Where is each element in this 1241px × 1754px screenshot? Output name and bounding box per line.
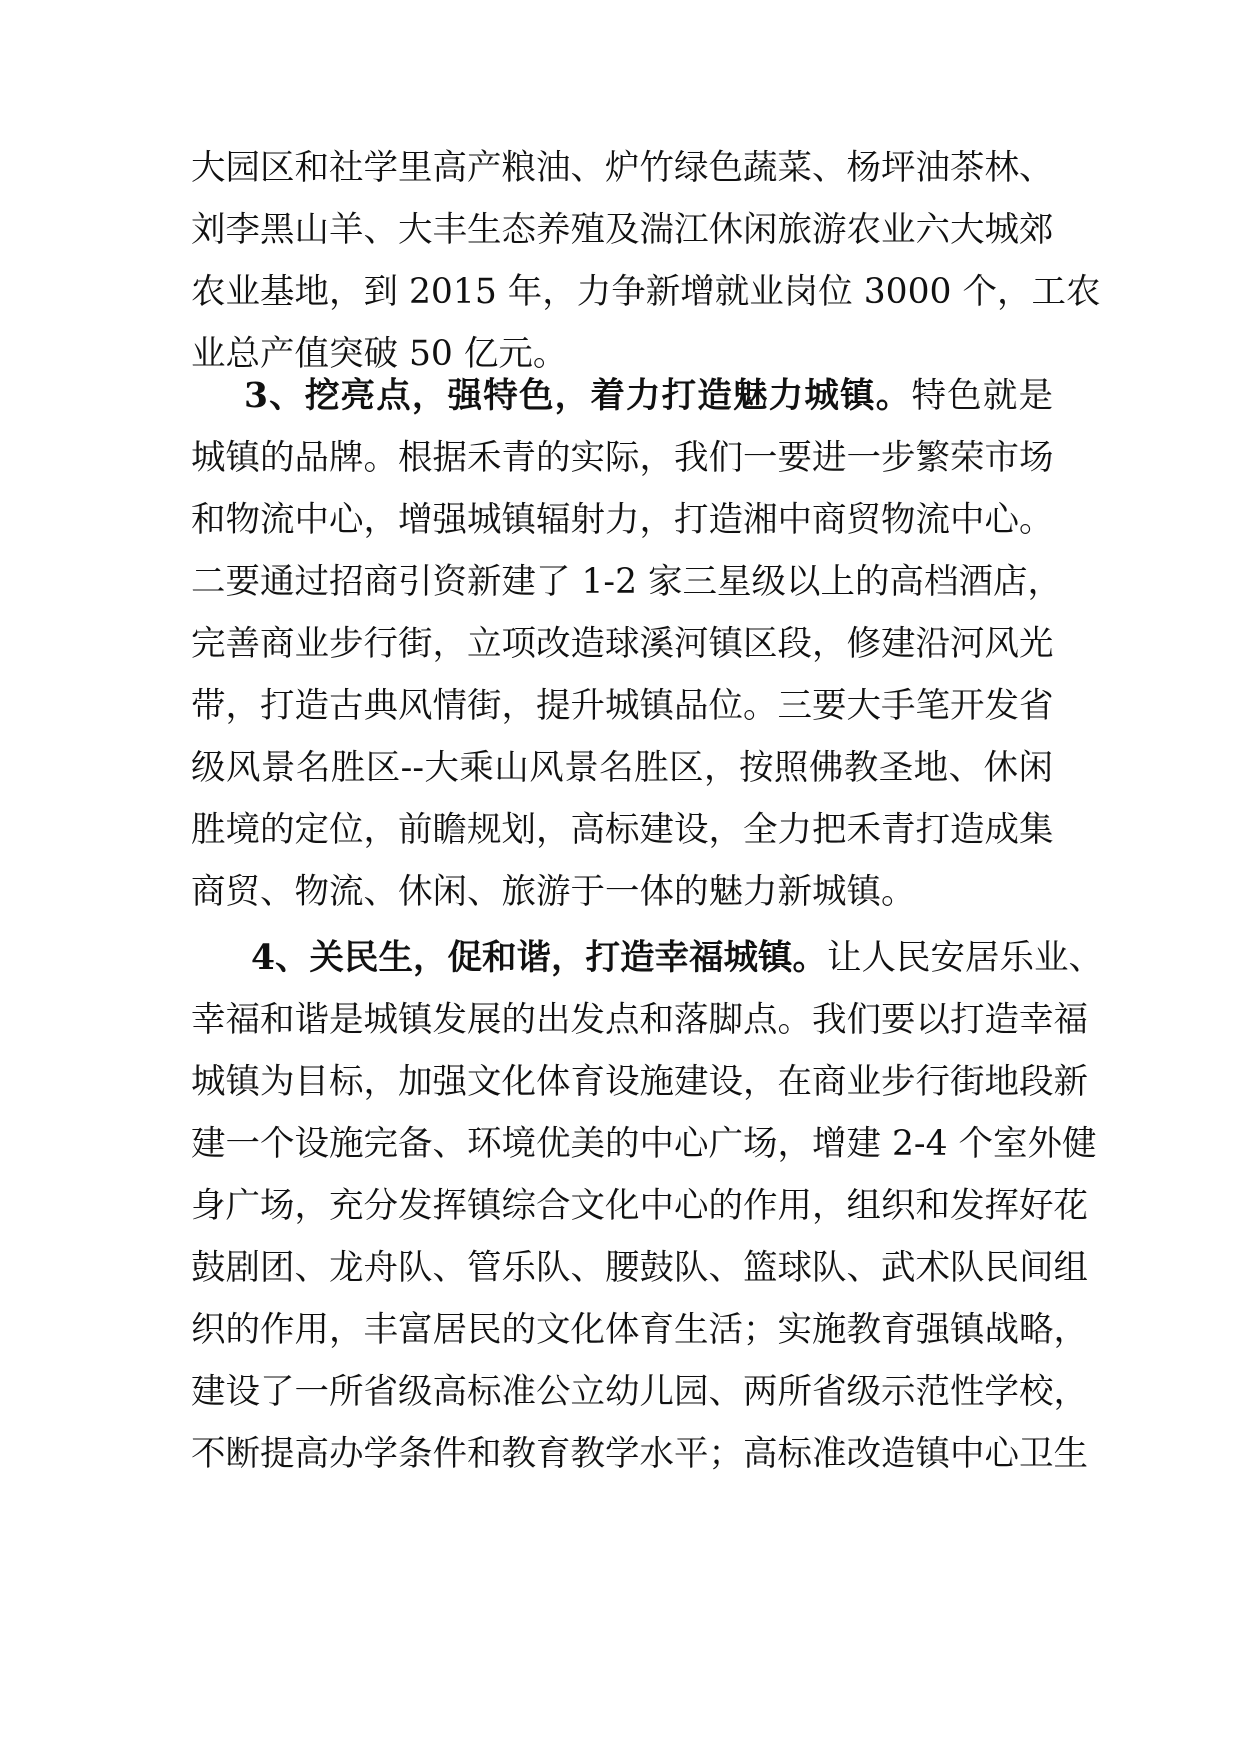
text-line: 城镇为目标，加强文化体育设施建设，在商业步行街地段新	[191, 1062, 1088, 1102]
text-line: 刘李黑山羊、大丰生态养殖及湍江休闲旅游农业六大城郊	[191, 210, 1054, 250]
paragraph-first-line	[191, 927, 1104, 989]
text-line: 建一个设施完备、环境优美的中心广场，增建 2-4 个室外健	[191, 1124, 1097, 1164]
text-line: 农业基地，到 2015 年，力争新增就业岗位 3000 个，工农	[191, 272, 1101, 312]
section-heading-3: 3、挖亮点，强特色，着力打造魅力城镇。	[244, 376, 912, 416]
text-line: 城镇的品牌。根据禾青的实际，我们一要进一步繁荣市场	[191, 438, 1054, 478]
text-line: 二要通过招商引资新建了 1-2 家三星级以上的高档酒店，	[191, 562, 1062, 602]
paragraph-first-line	[191, 365, 1053, 427]
text-line: 建设了一所省级高标准公立幼儿园、两所省级示范性学校，	[191, 1372, 1088, 1412]
text-line: 胜境的定位，前瞻规划，高标建设，全力把禾青打造成集	[191, 810, 1054, 850]
text-line: 完善商业步行街，立项改造球溪河镇区段，修建沿河风光	[191, 624, 1054, 664]
heading-continuation: 让人民安居乐业、	[827, 938, 1104, 978]
text-line: 织的作用，丰富居民的文化体育生活；实施教育强镇战略，	[191, 1310, 1088, 1350]
paragraph-3	[191, 927, 1104, 1485]
text-line: 鼓剧团、龙舟队、管乐队、腰鼓队、篮球队、武术队民间组	[191, 1248, 1088, 1288]
text-line: 不断提高办学条件和教育教学水平；高标准改造镇中心卫生	[191, 1434, 1088, 1474]
text-line: 幸福和谐是城镇发展的出发点和落脚点。我们要以打造幸福	[191, 1000, 1088, 1040]
section-heading-4: 4、关民生，促和谐，打造幸福城镇。	[251, 938, 828, 978]
text-line: 商贸、物流、休闲、旅游于一体的魅力新城镇。	[191, 872, 916, 912]
text-line: 大园区和社学里高产粮油、炉竹绿色蔬菜、杨坪油茶林、	[191, 148, 1054, 188]
text-line: 业总产值突破 50 亿元。	[191, 334, 568, 374]
heading-continuation: 特色就是	[911, 376, 1053, 416]
text-line: 级风景名胜区--大乘山风景名胜区，按照佛教圣地、休闲	[191, 748, 1053, 788]
text-line: 带，打造古典风情街，提升城镇品位。三要大手笔开发省	[191, 686, 1054, 726]
paragraph-1	[191, 137, 1101, 385]
paragraph-2	[191, 365, 1062, 923]
text-line: 和物流中心，增强城镇辐射力，打造湘中商贸物流中心。	[191, 500, 1054, 540]
text-line: 身广场，充分发挥镇综合文化中心的作用，组织和发挥好花	[191, 1186, 1088, 1226]
